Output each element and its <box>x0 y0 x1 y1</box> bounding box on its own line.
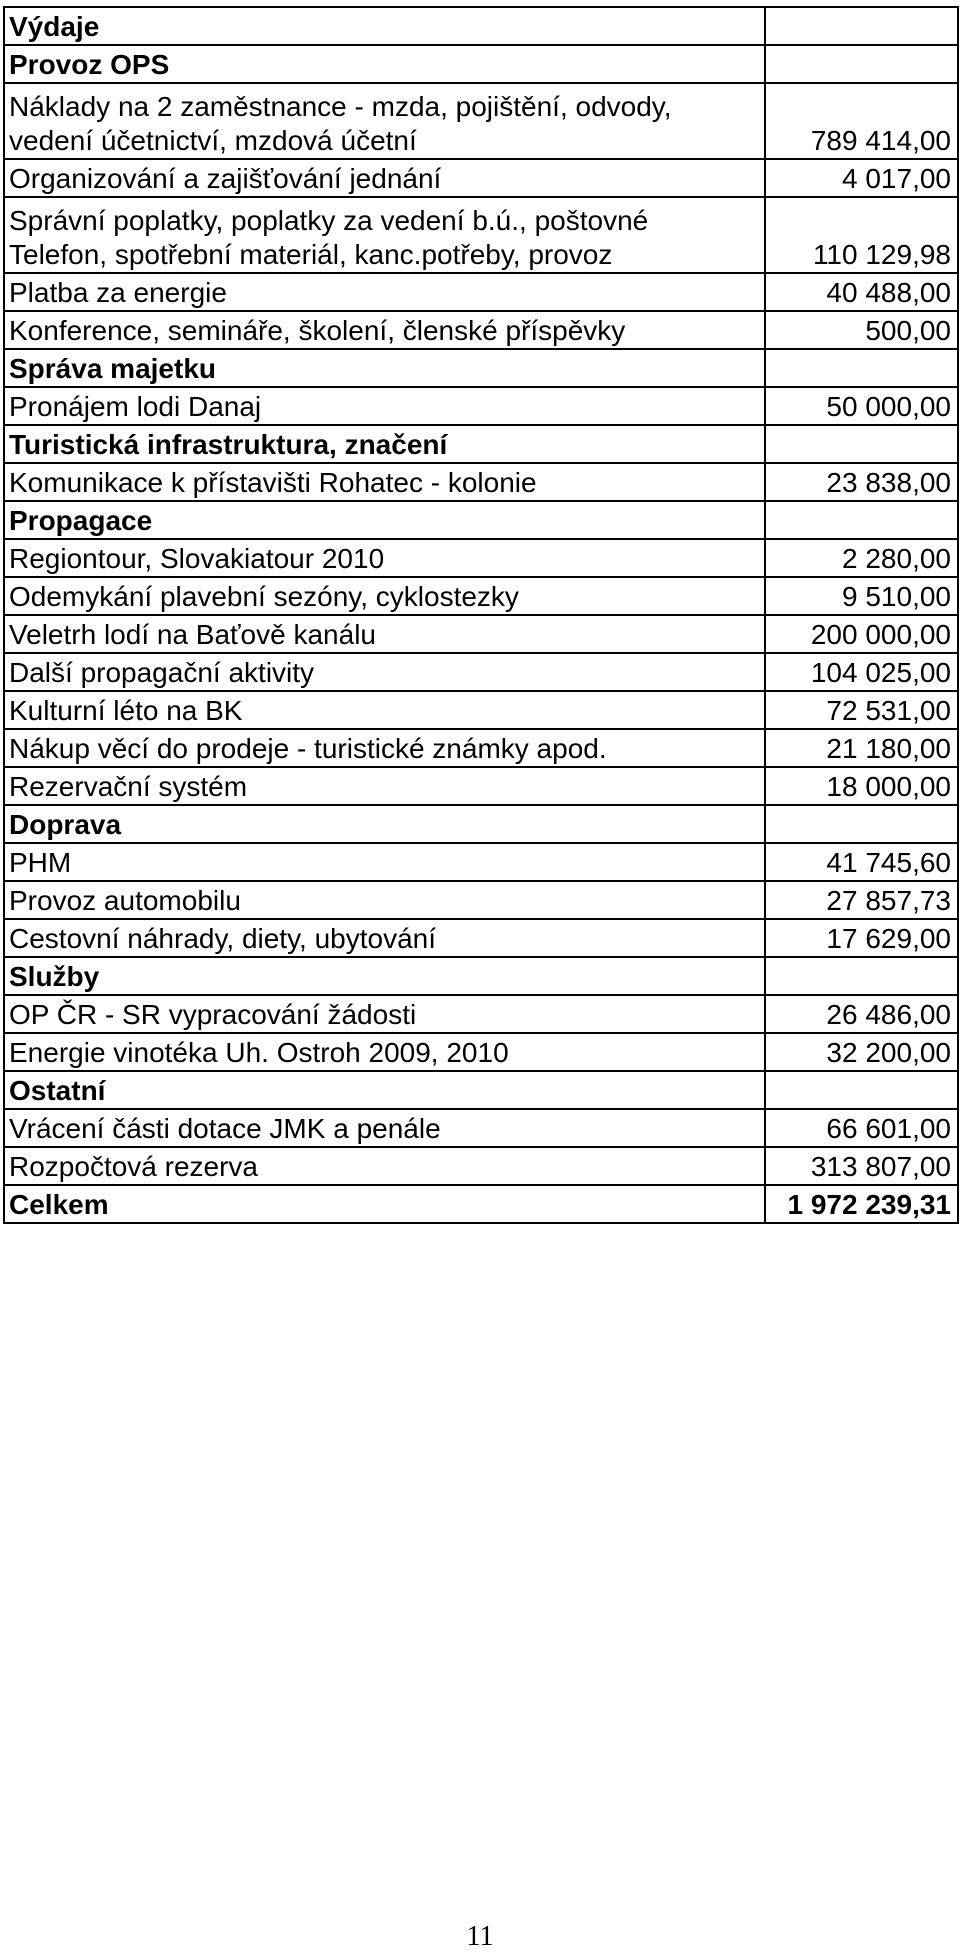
item-label: Nákup věcí do prodeje - turistické známky apod. <box>4 729 765 767</box>
item-amount: 200 000,00 <box>765 615 958 653</box>
item-label: Rozpočtová rezerva <box>4 1147 765 1185</box>
item-amount: 500,00 <box>765 311 958 349</box>
item-amount: 104 025,00 <box>765 653 958 691</box>
table-row <box>4 919 958 957</box>
expenses-table <box>3 6 959 1224</box>
category-label: Provoz OPS <box>4 45 765 83</box>
table-row <box>4 311 958 349</box>
table-title: Výdaje <box>4 7 765 45</box>
total-row <box>4 1185 958 1223</box>
item-amount: 23 838,00 <box>765 463 958 501</box>
item-label-line-2: Telefon, spotřební materiál, kanc.potřeby, provoz <box>9 239 613 270</box>
item-label: Odemykání plavební sezóny, cyklostezky <box>4 577 765 615</box>
category-row <box>4 45 958 83</box>
table-row <box>4 843 958 881</box>
item-amount: 66 601,00 <box>765 1109 958 1147</box>
category-label: Turistická infrastruktura, značení <box>4 425 765 463</box>
item-label: Energie vinotéka Uh. Ostroh 2009, 2010 <box>4 1033 765 1071</box>
expenses-table-body <box>4 7 958 1223</box>
table-row <box>4 539 958 577</box>
item-label: Vrácení části dotace JMK a penále <box>4 1109 765 1147</box>
item-amount: 41 745,60 <box>765 843 958 881</box>
item-label <box>4 83 765 159</box>
table-row <box>4 273 958 311</box>
category-label: Správa majetku <box>4 349 765 387</box>
item-label: Rezervační systém <box>4 767 765 805</box>
category-value-cell <box>765 425 958 463</box>
item-label: Komunikace k přístavišti Rohatec - kolonie <box>4 463 765 501</box>
total-label: Celkem <box>4 1185 765 1223</box>
category-row <box>4 957 958 995</box>
item-label: Veletrh lodí na Baťově kanálu <box>4 615 765 653</box>
category-value-cell <box>765 1071 958 1109</box>
table-header-row <box>4 7 958 45</box>
category-row <box>4 425 958 463</box>
table-row <box>4 159 958 197</box>
item-label: Kulturní léto na BK <box>4 691 765 729</box>
table-row <box>4 83 958 159</box>
item-label: Platba za energie <box>4 273 765 311</box>
item-label: Pronájem lodi Danaj <box>4 387 765 425</box>
item-amount: 9 510,00 <box>765 577 958 615</box>
category-value-cell <box>765 805 958 843</box>
category-row <box>4 501 958 539</box>
category-label: Propagace <box>4 501 765 539</box>
item-label: Regiontour, Slovakiatour 2010 <box>4 539 765 577</box>
item-amount: 32 200,00 <box>765 1033 958 1071</box>
item-amount: 40 488,00 <box>765 273 958 311</box>
category-row <box>4 805 958 843</box>
table-row <box>4 1109 958 1147</box>
table-row <box>4 653 958 691</box>
table-row <box>4 197 958 273</box>
category-value-cell <box>765 501 958 539</box>
category-value-cell <box>765 45 958 83</box>
table-row <box>4 577 958 615</box>
total-amount: 1 972 239,31 <box>765 1185 958 1223</box>
table-row <box>4 463 958 501</box>
item-amount: 50 000,00 <box>765 387 958 425</box>
item-amount: 18 000,00 <box>765 767 958 805</box>
item-amount: 4 017,00 <box>765 159 958 197</box>
table-row <box>4 767 958 805</box>
table-row <box>4 615 958 653</box>
category-value-cell <box>765 957 958 995</box>
category-row <box>4 349 958 387</box>
category-label: Služby <box>4 957 765 995</box>
item-amount: 26 486,00 <box>765 995 958 1033</box>
item-label-line-2: vedení účetnictví, mzdová účetní <box>9 125 417 156</box>
table-row <box>4 881 958 919</box>
table-row <box>4 1147 958 1185</box>
table-row <box>4 387 958 425</box>
category-value-cell <box>765 349 958 387</box>
table-row <box>4 729 958 767</box>
item-amount: 2 280,00 <box>765 539 958 577</box>
item-label: Cestovní náhrady, diety, ubytování <box>4 919 765 957</box>
item-label: PHM <box>4 843 765 881</box>
item-amount: 72 531,00 <box>765 691 958 729</box>
category-row <box>4 1071 958 1109</box>
item-label <box>4 197 765 273</box>
item-amount: 27 857,73 <box>765 881 958 919</box>
item-label: OP ČR - SR vypracování žádosti <box>4 995 765 1033</box>
item-amount: 21 180,00 <box>765 729 958 767</box>
table-row <box>4 1033 958 1071</box>
item-amount: 17 629,00 <box>765 919 958 957</box>
table-row <box>4 995 958 1033</box>
item-label: Organizování a zajišťování jednání <box>4 159 765 197</box>
item-label: Provoz automobilu <box>4 881 765 919</box>
category-label: Ostatní <box>4 1071 765 1109</box>
page-number: 11 <box>466 1921 494 1952</box>
item-amount: 313 807,00 <box>765 1147 958 1185</box>
item-label: Další propagační aktivity <box>4 653 765 691</box>
item-label-line-1: Náklady na 2 zaměstnance - mzda, pojištění, odvody, <box>9 91 672 122</box>
item-amount: 110 129,98 <box>765 197 958 273</box>
item-amount: 789 414,00 <box>765 83 958 159</box>
item-label-line-1: Správní poplatky, poplatky za vedení b.ú., poštovné <box>9 205 649 236</box>
category-label: Doprava <box>4 805 765 843</box>
table-row <box>4 691 958 729</box>
item-label: Konference, semináře, školení, členské příspěvky <box>4 311 765 349</box>
table-title-value-cell <box>765 7 958 45</box>
